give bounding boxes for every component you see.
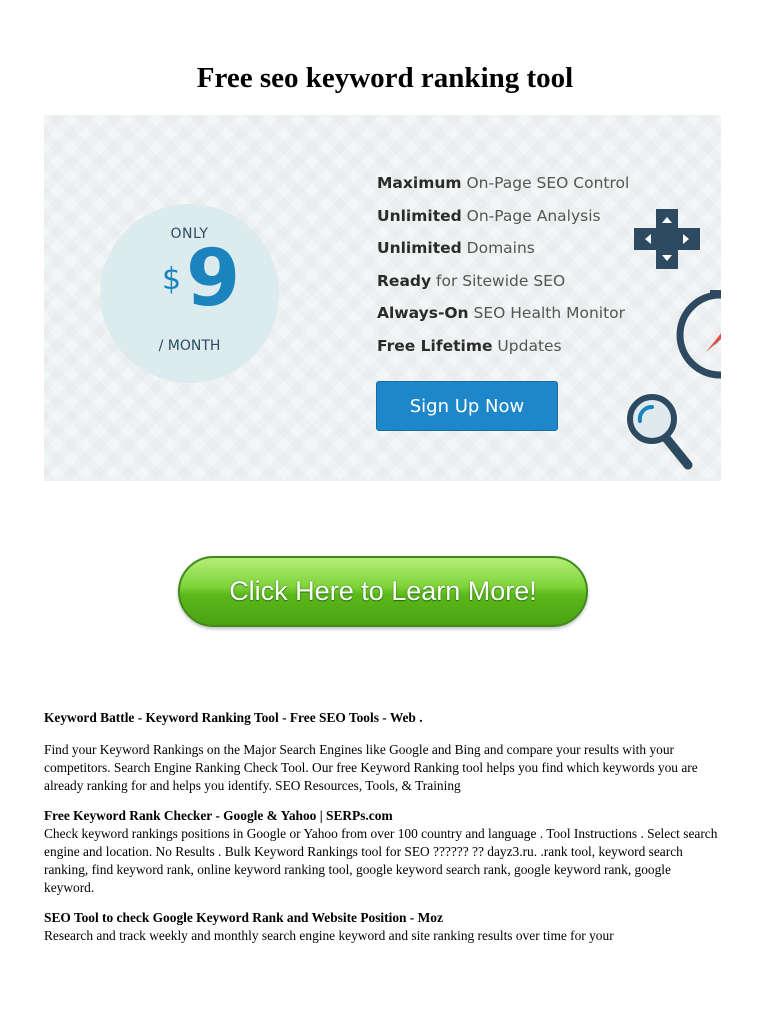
section-body: Find your Keyword Rankings on the Major Search Engines like Google and Bing and compare your results with your competitors. Search Engine Ranking Check Tool. Our free Keyword Ranking tool helps you find which keywords you are already ranking for and helps you identify. SEO Resources, Tools, & Training bbox=[44, 742, 698, 793]
section-body: Check keyword rankings positions in Google or Yahoo from over 100 country and language . Tool Instructions . Select search engine and location. No Results . Bulk Keyword Rankings tool for SEO ?????? ?? dayz3.ru. .rank tool, keyword search ranking, find keyword rank, online keyword ranking tool, google keyword search rank, google keyword rank, google keyword. bbox=[44, 826, 718, 895]
feature-text: On-Page Analysis bbox=[461, 206, 601, 225]
section-body: Research and track weekly and monthly search engine keyword and site ranking results over time for your bbox=[44, 928, 614, 943]
magnifier-icon bbox=[624, 393, 694, 473]
price-period: / MONTH bbox=[158, 338, 221, 354]
price-currency: $ bbox=[162, 262, 182, 297]
feature-text: Domains bbox=[461, 239, 535, 258]
sign-up-button[interactable]: Sign Up Now bbox=[376, 381, 558, 431]
section-heading: SEO Tool to check Google Keyword Rank and Website Position - Moz bbox=[44, 910, 443, 925]
feature-bold: Always-On bbox=[377, 304, 469, 323]
feature-item bbox=[377, 206, 629, 239]
feature-item bbox=[377, 238, 629, 271]
compass-icon bbox=[670, 290, 721, 380]
section-heading: Free Keyword Rank Checker - Google & Yahoo | SERPs.com bbox=[44, 808, 393, 823]
feature-bold: Unlimited bbox=[377, 206, 462, 225]
feature-item bbox=[377, 173, 629, 206]
feature-bold: Free Lifetime bbox=[377, 336, 493, 355]
feature-text: for Sitewide SEO bbox=[431, 271, 566, 290]
plus-cross-icon bbox=[634, 209, 700, 269]
feature-bold: Ready bbox=[377, 271, 432, 290]
feature-bold: Maximum bbox=[377, 174, 462, 192]
section-heading: Keyword Battle - Keyword Ranking Tool - Free SEO Tools - Web . bbox=[44, 710, 423, 725]
section-serps bbox=[44, 807, 724, 897]
feature-text: On-Page SEO Control bbox=[461, 174, 630, 192]
feature-item bbox=[377, 271, 629, 304]
feature-list bbox=[377, 173, 629, 369]
pricing-banner[interactable] bbox=[44, 115, 721, 481]
price-circle bbox=[100, 204, 279, 383]
page-title: Free seo keyword ranking tool bbox=[196, 62, 574, 94]
price-amount: 9 bbox=[186, 234, 241, 324]
section-intro bbox=[44, 741, 724, 795]
feature-item bbox=[377, 303, 629, 336]
section-moz bbox=[44, 909, 724, 945]
feature-text: SEO Health Monitor bbox=[468, 304, 626, 323]
feature-bold: Unlimited bbox=[377, 239, 462, 258]
section-keyword-battle bbox=[44, 709, 724, 727]
learn-more-button[interactable]: Click Here to Learn More! bbox=[178, 556, 588, 627]
price-only-label: ONLY bbox=[170, 226, 209, 242]
feature-item bbox=[377, 336, 629, 369]
feature-text: Updates bbox=[492, 336, 562, 355]
